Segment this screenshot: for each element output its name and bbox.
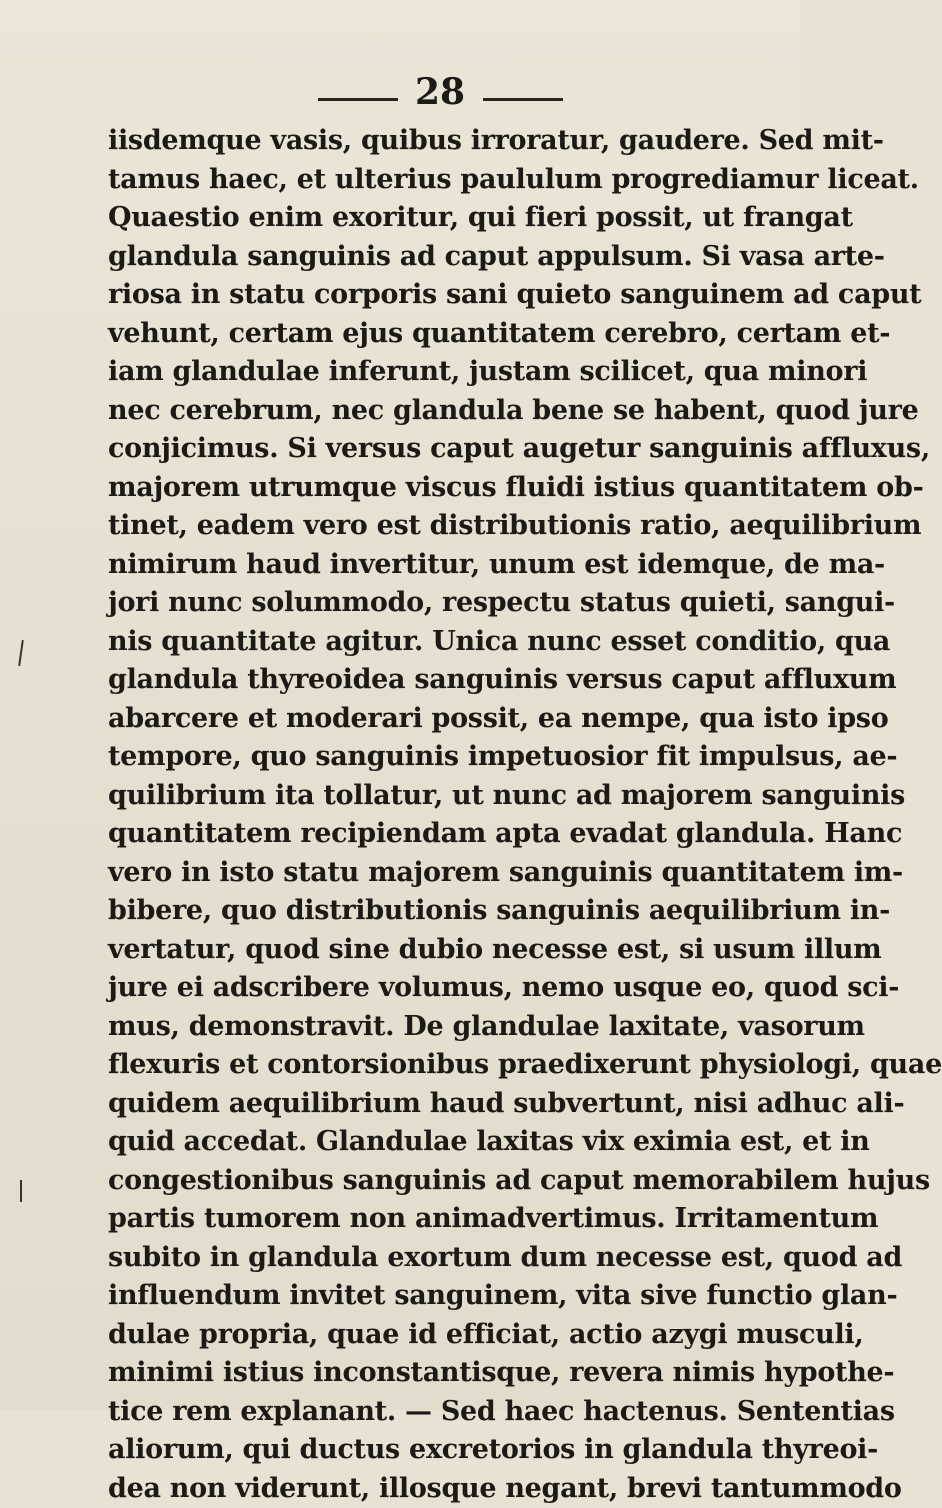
text-line: vertatur, quod sine dubio necesse est, si usum illum	[108, 931, 758, 970]
text-line: dea non viderunt, illosque negant, brevi tantummodo	[108, 1470, 758, 1508]
text-line: dulae propria, quae id efficiat, actio azygi musculi,	[108, 1316, 758, 1355]
text-line: majorem utrumque viscus fluidi istius quantitatem ob-	[108, 469, 758, 508]
text-line: subito in glandula exortum dum necesse est, quod ad	[108, 1239, 758, 1278]
text-line: jori nunc solummodo, respectu status quieti, sangui-	[108, 584, 758, 623]
text-line: aliorum, qui ductus excretorios in glandula thyreoi-	[108, 1431, 758, 1470]
text-line: iisdemque vasis, quibus irroratur, gaudere. Sed mit-	[108, 122, 758, 161]
text-line: tempore, quo sanguinis impetuosior fit impulsus, ae-	[108, 738, 758, 777]
text-line: partis tumorem non animadvertimus. Irritamentum	[108, 1200, 758, 1239]
text-line: mus, demonstravit. De glandulae laxitate, vasorum	[108, 1008, 758, 1047]
text-line: tice rem explanant. — Sed haec hactenus. Sententias	[108, 1393, 758, 1432]
text-line: nis quantitate agitur. Unica nunc esset conditio, qua	[108, 623, 758, 662]
margin-pencil-mark	[20, 1180, 22, 1202]
text-line: nec cerebrum, nec glandula bene se habent, quod jure	[108, 392, 758, 431]
text-line: jure ei adscribere volumus, nemo usque eo, quod sci-	[108, 969, 758, 1008]
text-line: minimi istius inconstantisque, revera nimis hypothe-	[108, 1354, 758, 1393]
text-line: influendum invitet sanguinem, vita sive functio glan-	[108, 1277, 758, 1316]
text-line: abarcere et moderari possit, ea nempe, qua isto ipso	[108, 700, 758, 739]
text-line: vero in isto statu majorem sanguinis quantitatem im-	[108, 854, 758, 893]
text-line: flexuris et contorsionibus praedixerunt physiologi, quae	[108, 1046, 758, 1085]
text-line: quantitatem recipiendam apta evadat glandula. Hanc	[108, 815, 758, 854]
text-line: vehunt, certam ejus quantitatem cerebro, certam et-	[108, 315, 758, 354]
text-line: Quaestio enim exoritur, qui fieri possit, ut frangat	[108, 199, 758, 238]
text-line: riosa in statu corporis sani quieto sanguinem ad caput	[108, 276, 758, 315]
header-rule-right	[483, 98, 563, 101]
page-header	[0, 70, 800, 110]
text-line: glandula thyreoidea sanguinis versus caput affluxum	[108, 661, 758, 700]
header-rule-left	[318, 98, 398, 101]
text-line: tamus haec, et ulterius paululum progrediamur liceat.	[108, 161, 758, 200]
text-line: congestionibus sanguinis ad caput memorabilem hujus	[108, 1162, 758, 1201]
text-line: conjicimus. Si versus caput augetur sanguinis affluxus,	[108, 430, 758, 469]
text-line: quilibrium ita tollatur, ut nunc ad majorem sanguinis	[108, 777, 758, 816]
body-text	[108, 122, 758, 1508]
text-line: tinet, eadem vero est distributionis ratio, aequilibrium	[108, 507, 758, 546]
text-line: glandula sanguinis ad caput appulsum. Si vasa arte-	[108, 238, 758, 277]
page-number: 28	[400, 72, 480, 112]
text-line: nimirum haud invertitur, unum est idemque, de ma-	[108, 546, 758, 585]
margin-pencil-mark	[18, 640, 24, 666]
text-line: quidem aequilibrium haud subvertunt, nisi adhuc ali-	[108, 1085, 758, 1124]
text-line: iam glandulae inferunt, justam scilicet, qua minori	[108, 353, 758, 392]
text-line: quid accedat. Glandulae laxitas vix eximia est, et in	[108, 1123, 758, 1162]
text-line: bibere, quo distributionis sanguinis aequilibrium in-	[108, 892, 758, 931]
